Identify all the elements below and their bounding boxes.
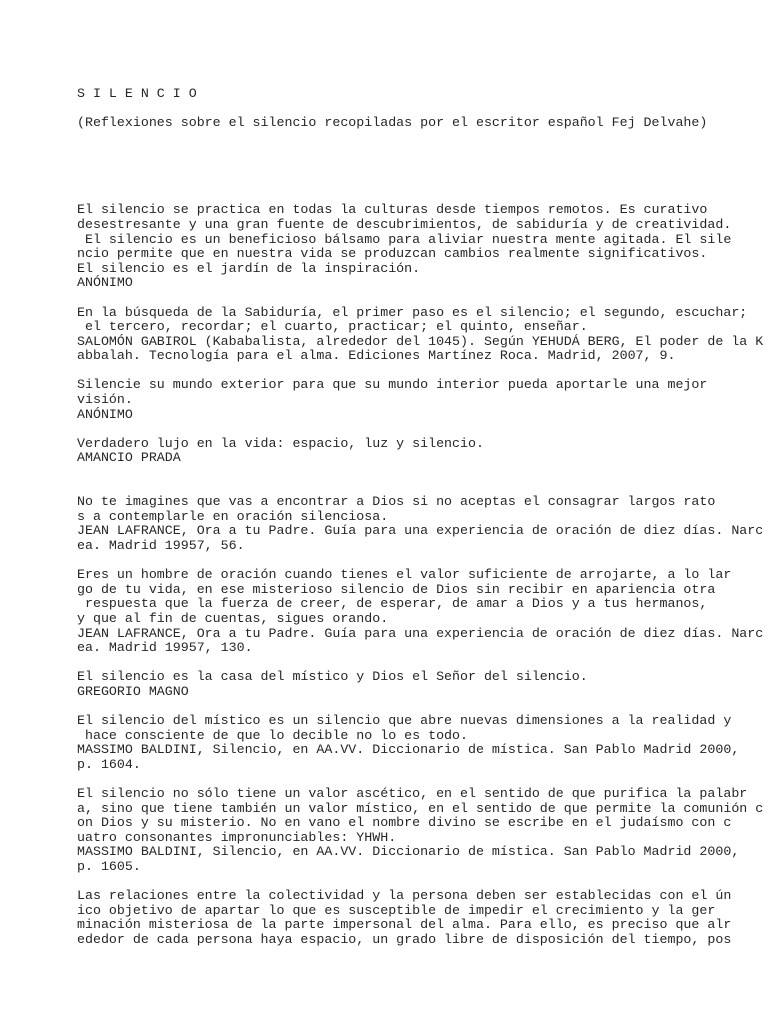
paragraph-line: ededor de cada persona haya espacio, un grado libre de disposición del tiempo, pos — [77, 932, 732, 948]
paragraph — [77, 437, 745, 466]
spacer — [77, 773, 745, 788]
paragraph-line: hace consciente de que lo decible no lo es todo. — [77, 727, 468, 743]
paragraph-line: AMANCIO PRADA — [77, 450, 181, 466]
paragraph-line: s a contemplarle en oración silenciosa. — [77, 508, 389, 524]
paragraph-line: ico objetivo de apartar lo que es susceptible de impedir el crecimiento y la ger — [77, 902, 716, 918]
paragraph-line: abbalah. Tecnología para el alma. Ediciones Martínez Roca. Madrid, 2007, 9. — [77, 348, 676, 364]
spacer — [77, 481, 745, 496]
spacer — [77, 948, 745, 963]
paragraph-line: p. 1605. — [77, 859, 141, 875]
document-page — [77, 72, 764, 962]
paragraph-line: ea. Madrid 19957, 130. — [77, 640, 253, 656]
spacer — [77, 875, 745, 890]
document-marker — [77, 72, 745, 87]
spacer — [77, 364, 745, 379]
paragraph-line: El silencio es un beneficioso bálsamo para aliviar nuestra mente agitada. El sile — [77, 231, 732, 247]
spacer — [77, 422, 745, 437]
paragraph — [77, 567, 764, 656]
paragraph-line: El silencio es el jardín de la inspiración. — [77, 260, 421, 276]
spacer — [77, 189, 745, 204]
paragraph-line: Silencie su mundo exterior para que su mundo interior pueda aportarle una mejor — [77, 377, 708, 393]
spacer — [77, 291, 745, 306]
paragraph-line: Eres un hombre de oración cuando tienes el valor suficiente de arrojarte, a lo lar — [77, 567, 732, 583]
paragraph-line: y que al fin de cuentas, sigues orando. — [77, 610, 389, 626]
paragraph-line: p. 1604. — [77, 756, 141, 772]
spacer — [77, 700, 745, 715]
paragraph-line: MASSIMO BALDINI, Silencio, en AA.VV. Diccionario de mística. San Pablo Madrid 2000, — [77, 742, 740, 758]
paragraph-line: MASSIMO BALDINI, Silencio, en AA.VV. Diccionario de mística. San Pablo Madrid 2000, — [77, 844, 740, 860]
paragraph-line: minación misteriosa de la parte impersonal del alma. Para ello, es preciso que alr — [77, 917, 732, 933]
paragraph — [77, 304, 764, 364]
spacer — [77, 656, 745, 671]
paragraph — [77, 714, 745, 772]
spacer — [77, 554, 745, 569]
spacer — [77, 101, 745, 116]
paragraph-line: ANÓNIMO — [77, 406, 133, 422]
spacer — [77, 466, 745, 481]
paragraph — [77, 378, 745, 422]
spacer — [77, 130, 745, 188]
paragraph — [77, 494, 764, 554]
paragraph-line: En la búsqueda de la Sabiduría, el primer paso es el silencio; el segundo, escuchar; — [77, 304, 748, 320]
paragraph-line: respuesta que la fuerza de creer, de esperar, de amar a Dios y a tus hermanos, — [77, 596, 708, 612]
paragraph-line: El silencio del místico es un silencio que abre nuevas dimensiones a la realidad y — [77, 713, 732, 729]
paragraph-line: uatro consonantes impronunciables: YHWH. — [77, 829, 397, 845]
paragraph-line: ea. Madrid 19957, 56. — [77, 538, 245, 554]
paragraph-line: JEAN LAFRANCE, Ora a tu Padre. Guía para una experiencia de oración de diez días. Narc — [77, 625, 764, 641]
paragraph-line: Las relaciones entre la colectividad y la persona deben ser establecidas con el ún — [77, 888, 732, 904]
paragraph-line: a, sino que tiene también un valor místico, en el sentido de que permite la comunión c — [77, 800, 764, 816]
paragraph — [77, 203, 745, 291]
paragraph-line: SALOMÓN GABIROL (Kababalista, alrededor del 1045). Según YEHUDÁ BERG, El poder de la K — [77, 333, 764, 349]
paragraph — [77, 670, 745, 699]
paragraph-line: visión. — [77, 392, 133, 408]
paragraph-line: El silencio no sólo tiene un valor ascético, en el sentido de que purifica la palabr — [77, 786, 748, 802]
paragraph-line: on Dios y su misterio. No en vano el nombre divino se escribe en el judaísmo con c — [77, 815, 732, 831]
paragraph-line: GREGORIO MAGNO — [77, 683, 189, 699]
paragraph-line: El silencio es la casa del místico y Dios el Señor del silencio. — [77, 669, 588, 685]
paragraph-line: go de tu vida, en ese misterioso silencio de Dios sin recibir en apariencia otra — [77, 581, 716, 597]
document-subtitle: (Reflexiones sobre el silencio recopiladas por el escritor español Fej Delvahe) — [77, 114, 708, 130]
paragraph — [77, 889, 745, 947]
paragraph-line: ncio permite que en nuestra vida se produzcan cambios realmente significativos. — [77, 246, 708, 262]
paragraph — [77, 786, 764, 875]
paragraph-line: el tercero, recordar; el cuarto, practicar; el quinto, enseñar. — [77, 319, 588, 335]
paragraph-line: No te imagines que vas a encontrar a Dios si no aceptas el consagrar largos rato — [77, 494, 716, 510]
paragraph-list — [77, 202, 764, 962]
paragraph-line: Verdadero lujo en la vida: espacio, luz y silencio. — [77, 435, 484, 451]
document-title: S I L E N C I O — [77, 85, 197, 101]
paragraph-line: ANÓNIMO — [77, 275, 133, 291]
paragraph-line: JEAN LAFRANCE, Ora a tu Padre. Guía para una experiencia de oración de diez días. Narc — [77, 523, 764, 539]
paragraph-line: desestresante y una gran fuente de descubrimientos, de sabiduría y de creatividad. — [77, 216, 732, 232]
paragraph-line: El silencio se practica en todas la culturas desde tiempos remotos. Es curativo — [77, 202, 708, 218]
